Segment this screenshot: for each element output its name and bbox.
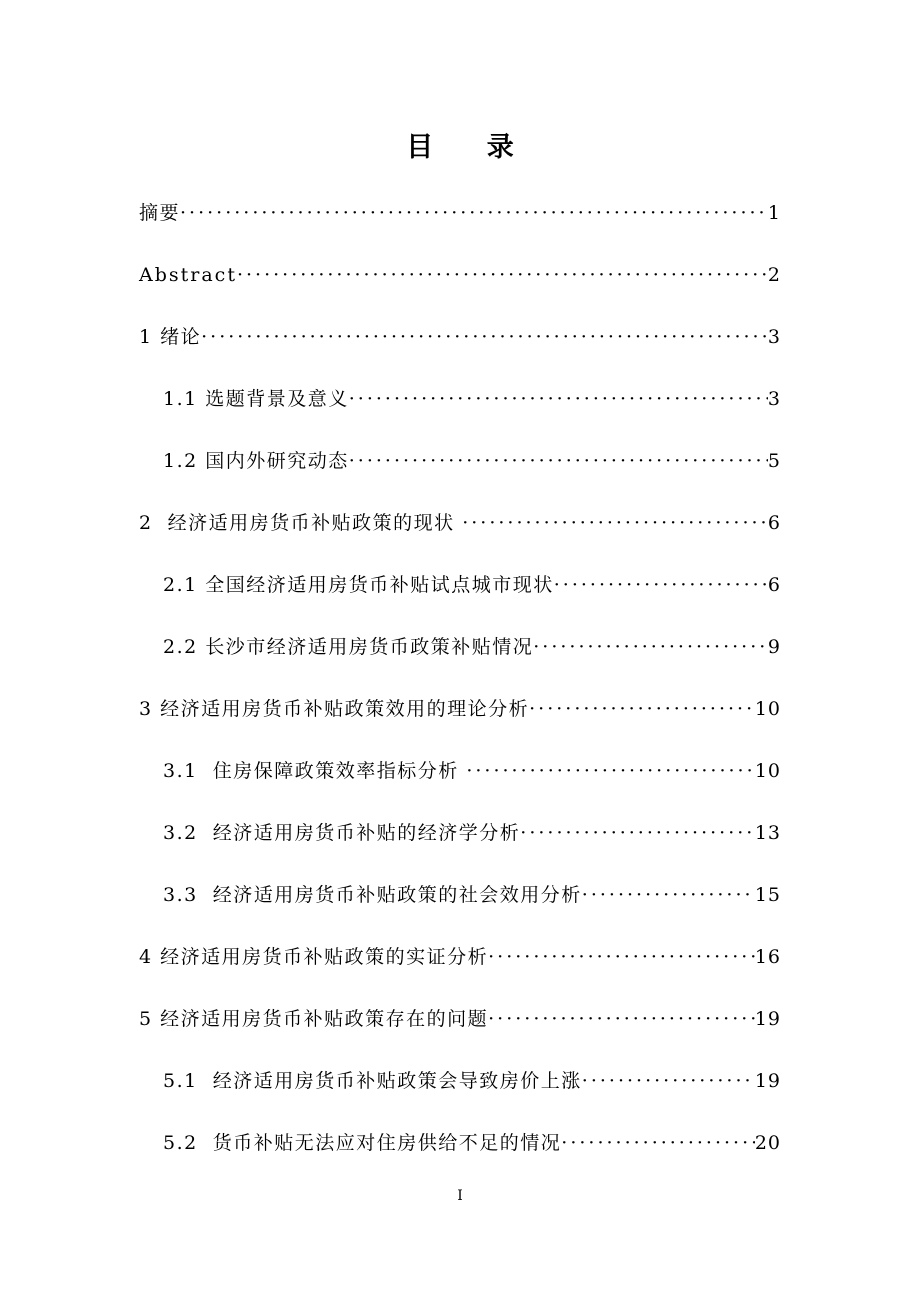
dot-leader xyxy=(466,751,754,791)
dot-leader xyxy=(237,255,768,295)
entry-text: 3 经济适用房货币补贴政策效用的理论分析 xyxy=(139,698,530,720)
entry-page-number: 16 xyxy=(754,946,781,968)
entry-page-number: 20 xyxy=(754,1132,781,1154)
entry-text: 1 绪论 xyxy=(139,326,202,348)
toc-entry-abstract-en[interactable] xyxy=(139,255,781,317)
page-number-footer: I xyxy=(457,1188,463,1204)
toc-entry-section-3-3[interactable] xyxy=(139,875,781,937)
dot-leader xyxy=(582,1061,755,1101)
dot-leader xyxy=(529,689,755,729)
toc-entry-section-3-1[interactable] xyxy=(139,751,781,813)
entry-text: 2 经济适用房货币补贴政策的现状 xyxy=(139,512,463,534)
toc-entry-abstract-cn[interactable] xyxy=(139,193,781,255)
dot-leader xyxy=(582,875,755,915)
entry-text: 4 经济适用房货币补贴政策的实证分析 xyxy=(139,946,489,968)
entry-text: 5 经济适用房货币补贴政策存在的问题 xyxy=(139,1008,489,1030)
dot-leader xyxy=(488,999,755,1039)
toc-entry-chapter-3[interactable] xyxy=(139,689,781,751)
entry-page-number: 13 xyxy=(754,822,781,844)
toc-entry-chapter-5[interactable] xyxy=(139,999,781,1061)
entry-text: 3.2 经济适用房货币补贴的经济学分析 xyxy=(163,822,521,844)
dot-leader xyxy=(349,441,768,481)
entry-text: 3.3 经济适用房货币补贴政策的社会效用分析 xyxy=(163,884,582,906)
toc-entry-section-1-1[interactable] xyxy=(139,379,781,441)
entry-page-number: 19 xyxy=(754,1070,781,1092)
toc-entry-section-5-1[interactable] xyxy=(139,1061,781,1123)
dot-leader xyxy=(488,937,755,977)
dot-leader xyxy=(180,193,768,233)
toc-entry-chapter-2[interactable] xyxy=(139,503,781,565)
entry-text: 2.1 全国经济适用房货币补贴试点城市现状 xyxy=(163,574,554,596)
entry-text: 摘要 xyxy=(139,202,181,224)
toc-entry-chapter-4[interactable] xyxy=(139,937,781,999)
entry-text: 1.1 选题背景及意义 xyxy=(163,388,349,410)
entry-page-number: 2 xyxy=(767,264,781,286)
toc-entry-section-2-2[interactable] xyxy=(139,627,781,689)
toc-entry-section-2-1[interactable] xyxy=(139,565,781,627)
entry-page-number: 10 xyxy=(754,760,781,782)
dot-leader xyxy=(201,317,768,357)
entry-page-number: 9 xyxy=(767,636,781,658)
dot-leader xyxy=(561,1123,755,1163)
entry-text: 3.1 住房保障政策效率指标分析 xyxy=(163,760,467,782)
entry-page-number: 1 xyxy=(767,202,781,224)
entry-text: 5.1 经济适用房货币补贴政策会导致房价上涨 xyxy=(163,1070,582,1092)
entry-text: Abstract xyxy=(139,264,237,286)
dot-leader xyxy=(462,503,768,543)
entry-page-number: 3 xyxy=(767,388,781,410)
entry-page-number: 3 xyxy=(767,326,781,348)
entry-page-number: 15 xyxy=(754,884,781,906)
toc-entry-section-3-2[interactable] xyxy=(139,813,781,875)
toc-entry-section-5-2[interactable] xyxy=(139,1123,781,1185)
entry-text: 5.2 货币补贴无法应对住房供给不足的情况 xyxy=(163,1132,562,1154)
toc-entry-section-1-2[interactable] xyxy=(139,441,781,503)
entry-page-number: 10 xyxy=(754,698,781,720)
entry-page-number: 6 xyxy=(767,574,781,596)
toc-title: 目 录 xyxy=(406,132,536,163)
entry-page-number: 19 xyxy=(754,1008,781,1030)
toc-entry-chapter-1[interactable] xyxy=(139,317,781,379)
dot-leader xyxy=(349,379,768,419)
dot-leader xyxy=(554,565,768,605)
dot-leader xyxy=(520,813,755,853)
dot-leader xyxy=(533,627,768,667)
entry-text: 1.2 国内外研究动态 xyxy=(163,450,349,472)
entry-page-number: 6 xyxy=(767,512,781,534)
entry-page-number: 5 xyxy=(767,450,781,472)
entry-text: 2.2 长沙市经济适用房货币政策补贴情况 xyxy=(163,636,534,658)
toc-list xyxy=(139,193,781,1185)
